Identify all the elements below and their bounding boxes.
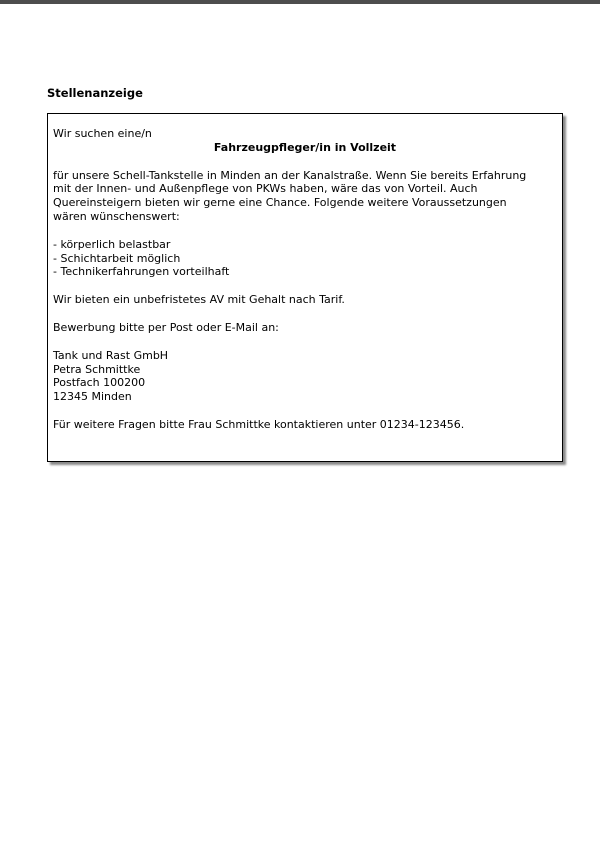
address-line: 12345 Minden [53, 390, 132, 404]
description-line: wären wünschenswert: [53, 209, 180, 223]
ad-address [53, 349, 557, 404]
description-line: Quereinsteigern bieten wir gerne eine Chance. Folgende weitere Voraussetzungen [53, 196, 507, 210]
ad-offer: Wir bieten ein unbefristetes AV mit Gehalt nach Tarif. [53, 293, 345, 307]
page-heading: Stellenanzeige [47, 86, 143, 100]
address-line: Petra Schmittke [53, 362, 141, 376]
job-ad-box [47, 113, 563, 462]
ad-intro: Wir suchen eine/n [53, 127, 152, 140]
address-line: Tank und Rast GmbH [53, 348, 169, 362]
ad-requirements-list [53, 238, 557, 279]
ad-application-prompt: Bewerbung bitte per Post oder E-Mail an: [53, 320, 279, 334]
requirement-item: - Schichtarbeit möglich [53, 251, 181, 265]
description-line: für unsere Schell-Tankstelle in Minden an der Kanalstraße. Wenn Sie bereits Erfahrung [53, 168, 527, 182]
ad-contact: Für weitere Fragen bitte Frau Schmittke kontaktieren unter 01234-123456. [53, 417, 465, 431]
address-line: Postfach 100200 [53, 376, 146, 390]
ad-job-title: Fahrzeugpfleger/in in Vollzeit [213, 140, 397, 154]
ad-description [53, 169, 557, 224]
requirement-item: - Technikerfahrungen vorteilhaft [53, 265, 230, 279]
requirement-item: - körperlich belastbar [53, 237, 171, 251]
top-border-bar [0, 0, 600, 4]
description-line: mit der Innen- und Außenpflege von PKWs haben, wäre das von Vorteil. Auch [53, 182, 478, 196]
